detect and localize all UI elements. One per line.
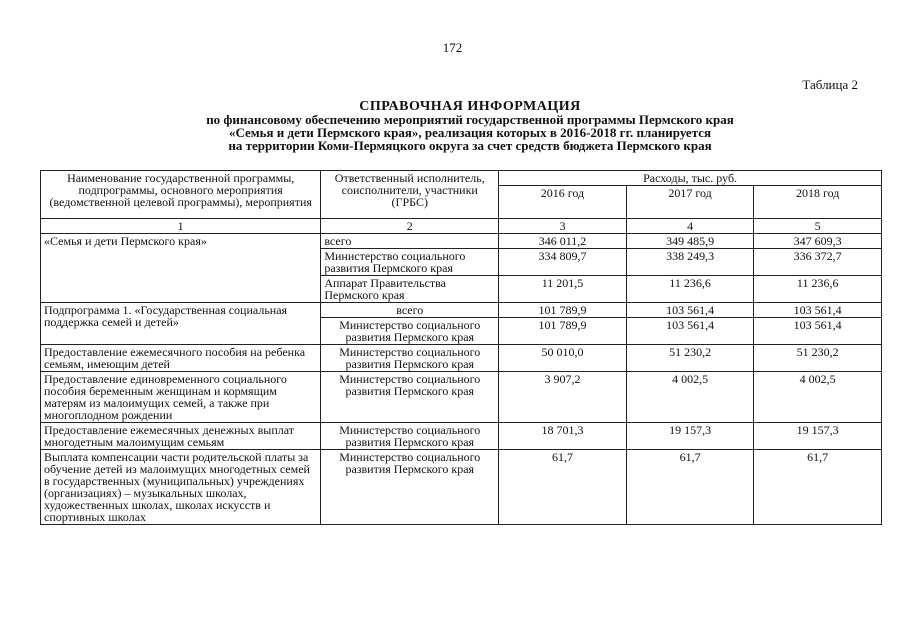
colnum-5: 5 [754, 219, 882, 234]
row-value-2016: 101 789,9 [499, 318, 627, 345]
row-executor: Министерство социального развития Пермского края [321, 318, 499, 345]
row-value-2018: 103 561,4 [754, 303, 882, 318]
row-name: Предоставление единовременного социального пособия беременным женщинам и кормящим матерям из малоимущих семей, а также при многоплодном рождении [41, 372, 321, 423]
row-value-2018: 61,7 [754, 450, 882, 525]
header-2017: 2017 год [626, 186, 754, 219]
table-row [41, 372, 882, 423]
row-value-2018: 4 002,5 [754, 372, 882, 423]
document-title: СПРАВОЧНАЯ ИНФОРМАЦИЯ [359, 99, 581, 114]
row-executor: всего [321, 234, 499, 249]
row-value-2018: 347 609,3 [754, 234, 882, 249]
row-name: «Семья и дети Пермского края» [41, 234, 321, 303]
row-value-2018: 19 157,3 [754, 423, 882, 450]
row-value-2016: 50 010,0 [499, 345, 627, 372]
header-2018: 2018 год [754, 186, 882, 219]
table-row [41, 450, 882, 525]
row-value-2017: 61,7 [626, 450, 754, 525]
header-executor-col: Ответственный исполнитель, соисполнители, участники (ГРБС) [321, 171, 499, 219]
row-value-2017: 103 561,4 [626, 318, 754, 345]
funding-table [40, 170, 882, 525]
row-value-2018: 11 236,6 [754, 276, 882, 303]
header-expenses: Расходы, тыс. руб. [499, 171, 882, 186]
row-name: Подпрограмма 1. «Государственная социальная поддержка семей и детей» [41, 303, 321, 345]
table-row [41, 303, 882, 318]
table-label: Таблица 2 [802, 77, 858, 92]
row-value-2017: 51 230,2 [626, 345, 754, 372]
row-executor: Министерство социального развития Пермского края [321, 423, 499, 450]
row-executor: Министерство социального развития Пермского края [321, 249, 499, 276]
colnum-4: 4 [626, 219, 754, 234]
row-value-2018: 51 230,2 [754, 345, 882, 372]
row-name: Предоставление ежемесячного пособия на ребенка семьям, имеющим детей [41, 345, 321, 372]
colnum-1: 1 [41, 219, 321, 234]
row-value-2016: 11 201,5 [499, 276, 627, 303]
row-executor: Министерство социального развития Пермского края [321, 450, 499, 525]
row-value-2018: 336 372,7 [754, 249, 882, 276]
row-executor: всего [321, 303, 499, 318]
row-value-2017: 11 236,6 [626, 276, 754, 303]
row-executor: Аппарат Правительства Пермского края [321, 276, 499, 303]
header-row [41, 171, 882, 186]
row-value-2016: 334 809,7 [499, 249, 627, 276]
column-numbers-row [41, 219, 882, 234]
page-number: 172 [442, 40, 463, 55]
row-value-2017: 338 249,3 [626, 249, 754, 276]
colnum-2: 2 [321, 219, 499, 234]
row-name: Выплата компенсации части родительской платы за обучение детей из малоимущих многодетных семей в государственных (муниципальных) учреждениях (организациях) – музыкальных школах, художественных школах, школах искусств и спортивных школах [41, 450, 321, 525]
table-row [41, 423, 882, 450]
subtitle-line: по финансовому обеспечению мероприятий государственной программы Пермского края [206, 112, 734, 127]
table-row [41, 234, 882, 249]
row-value-2018: 103 561,4 [754, 318, 882, 345]
row-executor: Министерство социального развития Пермского края [321, 345, 499, 372]
subtitle-line: «Семья и дети Пермского края», реализация которых в 2016-2018 гг. планируется [228, 125, 712, 140]
header-2016: 2016 год [499, 186, 627, 219]
row-value-2017: 4 002,5 [626, 372, 754, 423]
row-value-2017: 349 485,9 [626, 234, 754, 249]
row-name: Предоставление ежемесячных денежных выплат многодетным малоимущим семьям [41, 423, 321, 450]
subtitle-line: на территории Коми-Пермяцкого округа за счет средств бюджета Пермского края [228, 138, 712, 153]
row-value-2017: 19 157,3 [626, 423, 754, 450]
row-value-2016: 101 789,9 [499, 303, 627, 318]
row-value-2016: 18 701,3 [499, 423, 627, 450]
row-value-2016: 346 011,2 [499, 234, 627, 249]
table-row [41, 345, 882, 372]
header-name-col: Наименование государственной программы, подпрограммы, основного мероприятия (ведомственной целевой программы), мероприятия [41, 171, 321, 219]
row-executor: Министерство социального развития Пермского края [321, 372, 499, 423]
document-heading [150, 100, 790, 152]
row-value-2017: 103 561,4 [626, 303, 754, 318]
colnum-3: 3 [499, 219, 627, 234]
row-value-2016: 3 907,2 [499, 372, 627, 423]
row-value-2016: 61,7 [499, 450, 627, 525]
